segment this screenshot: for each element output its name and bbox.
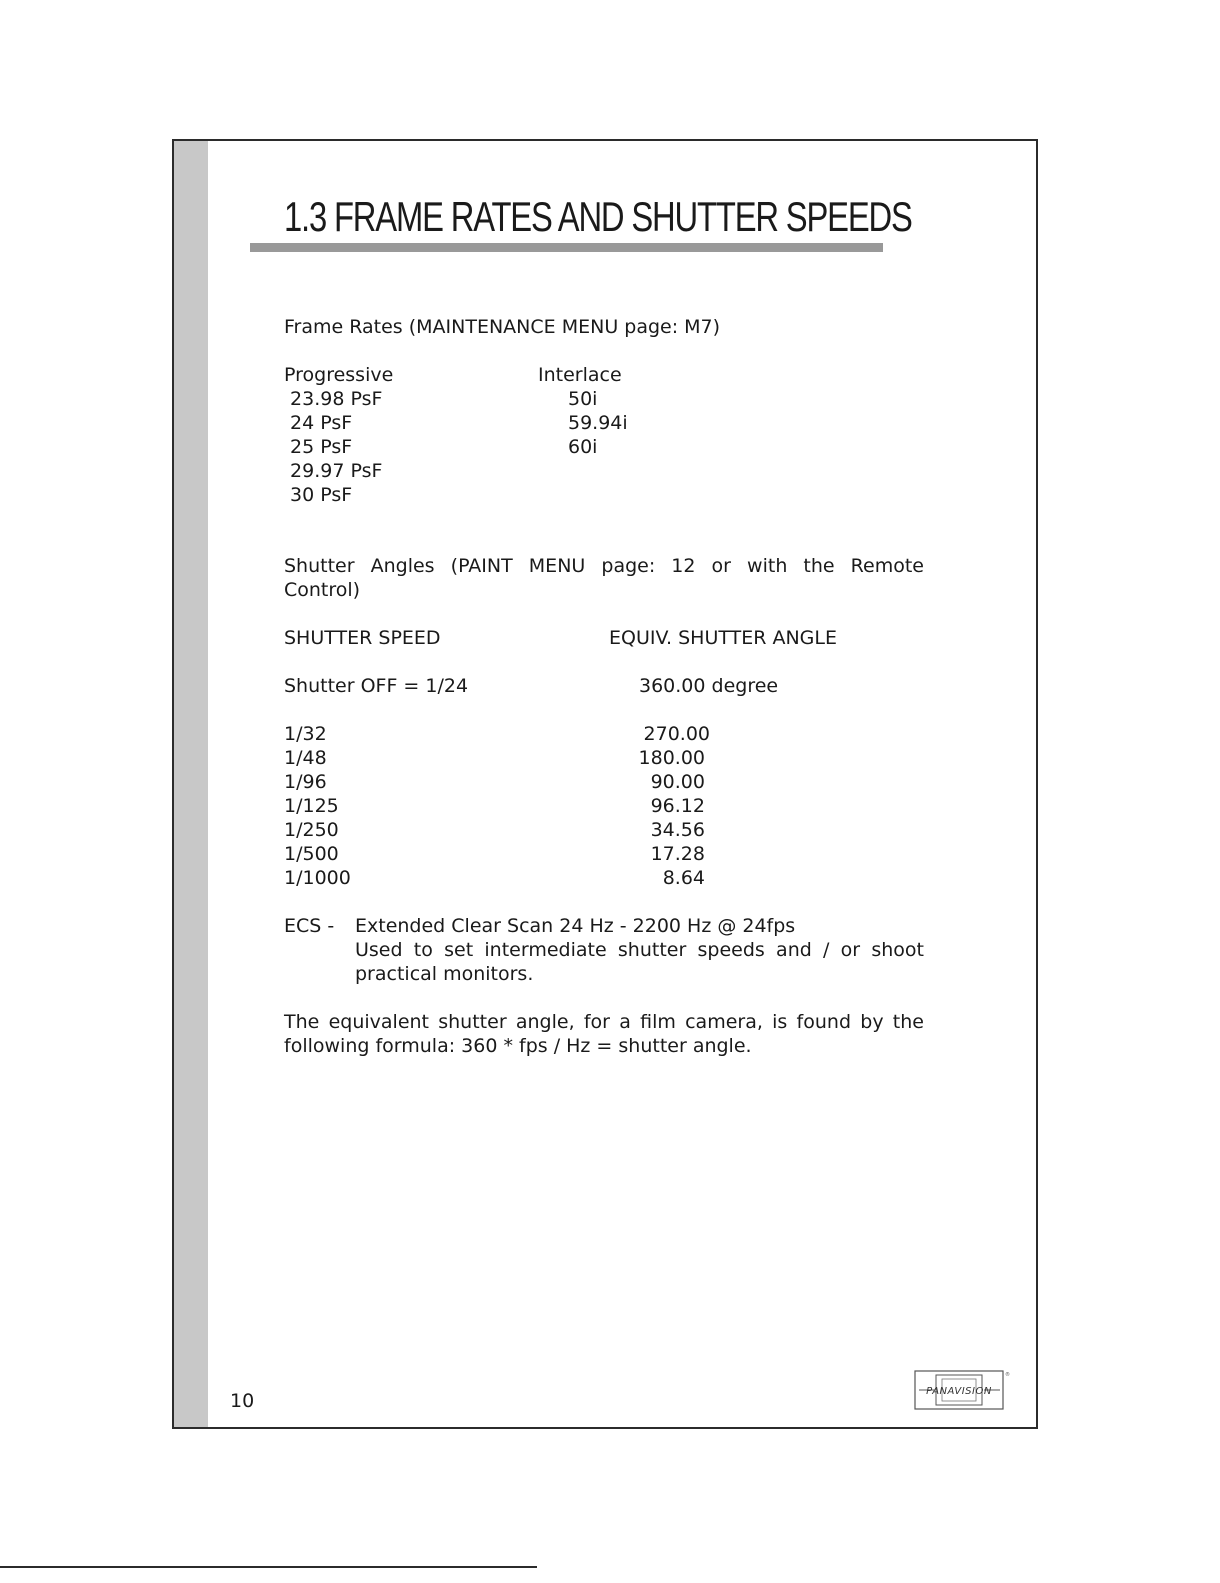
shutter-angle: 180.00	[638, 747, 705, 769]
shutter-angle: 90.00	[650, 771, 705, 793]
page-title: 1.3 FRAME RATES AND SHUTTER SPEEDS	[284, 193, 912, 240]
shutter-angle: 17.28	[650, 843, 705, 865]
ecs-line-2: Used to set intermediate shutter speeds and / or shoot practical monitors.	[355, 939, 924, 985]
progressive-rate: 29.97 PsF	[284, 460, 383, 482]
shutter-intro: Shutter Angles (PAINT MENU page: 12 or with the Remote Control)	[284, 555, 924, 601]
shutter-angle: 270.00	[643, 723, 710, 745]
svg-text:®: ®	[1005, 1372, 1010, 1378]
interlace-label: Interlace	[538, 364, 622, 386]
shutter-speed-header: SHUTTER SPEED	[284, 627, 441, 649]
shutter-angle-header: EQUIV. SHUTTER ANGLE	[609, 627, 837, 649]
panavision-logo	[914, 1370, 1010, 1412]
svg-text:PANAVISION: PANAVISION	[926, 1386, 992, 1397]
interlace-rate: 50i	[568, 388, 598, 410]
progressive-rate: 25 PsF	[284, 436, 353, 458]
shutter-speed: 1/48	[284, 747, 327, 769]
page-number: 10	[230, 1390, 255, 1412]
page-frame	[172, 139, 1038, 1429]
shutter-angle: 34.56	[650, 819, 705, 841]
title-underline	[250, 243, 883, 252]
shutter-speed: 1/250	[284, 819, 339, 841]
progressive-label: Progressive	[284, 364, 394, 386]
shutter-speed: 1/96	[284, 771, 327, 793]
progressive-rate: 23.98 PsF	[284, 388, 383, 410]
interlace-rate: 60i	[568, 436, 598, 458]
shutter-angle: 8.64	[662, 867, 705, 889]
shutter-off-speed: Shutter OFF = 1/24	[284, 675, 469, 697]
shutter-speed: 1/500	[284, 843, 339, 865]
progressive-rate: 30 PsF	[284, 484, 353, 506]
interlace-rate: 59.94i	[568, 412, 628, 434]
shutter-off-angle: 360.00 degree	[639, 675, 779, 697]
frame-rates-heading: Frame Rates (MAINTENANCE MENU page: M7)	[284, 316, 721, 338]
footnote-rule	[0, 1566, 537, 1568]
shutter-angle: 96.12	[650, 795, 705, 817]
side-stripe	[174, 141, 208, 1427]
formula-paragraph: The equivalent shutter angle, for a film camera, is found by the following formula: 360 * fps / Hz = shutter angle.	[284, 1011, 924, 1057]
shutter-speed: 1/125	[284, 795, 339, 817]
shutter-speed: 1/1000	[284, 867, 351, 889]
ecs-line-1: Extended Clear Scan 24 Hz - 2200 Hz @ 24fps	[355, 915, 796, 937]
shutter-speed: 1/32	[284, 723, 327, 745]
ecs-label: ECS -	[284, 915, 335, 937]
progressive-rate: 24 PsF	[284, 412, 353, 434]
